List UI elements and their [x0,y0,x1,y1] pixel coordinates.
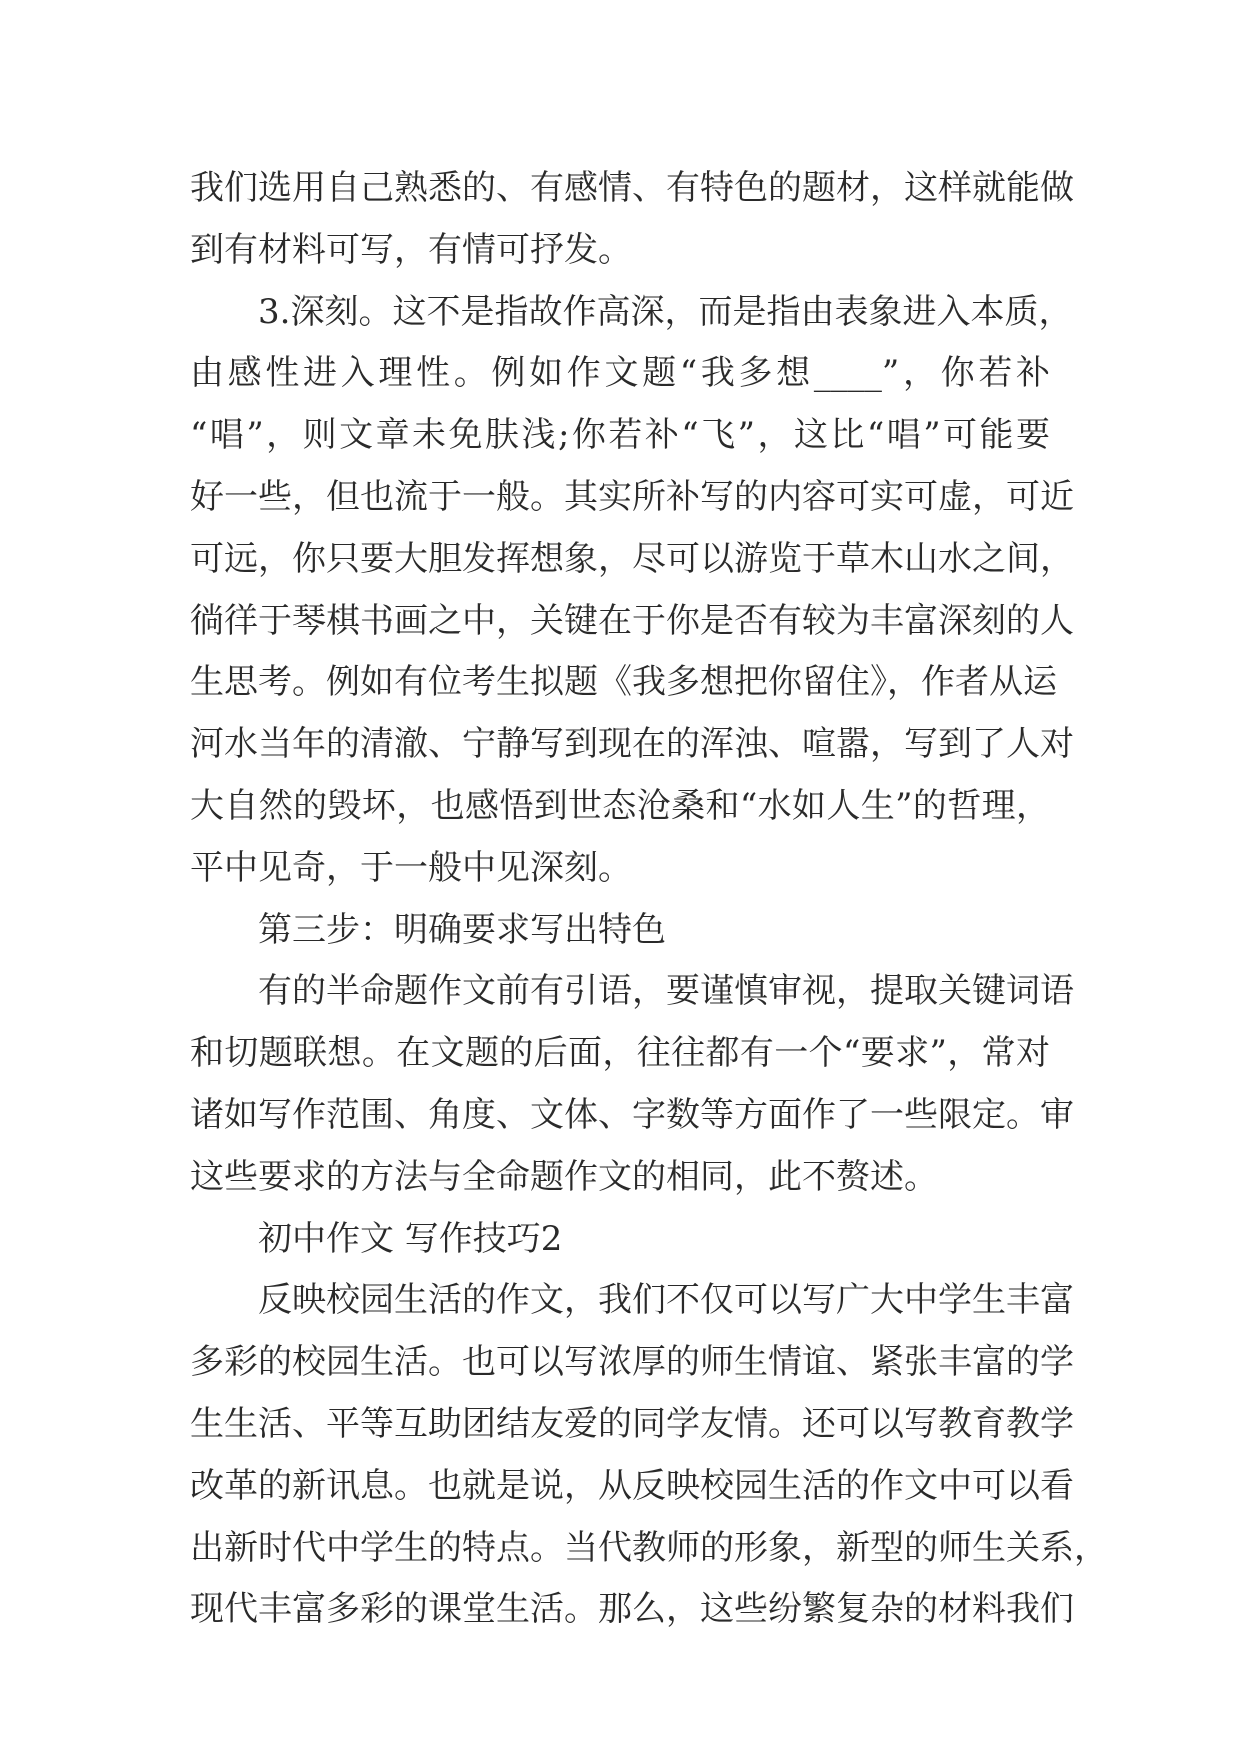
text-line: 出新时代中学生的特点。当代教师的形象，新型的师生关系， [190,1527,1108,1568]
text-line: 可远，你只要大胆发挥想象，尽可以游览于草木山水之间， [190,538,1074,579]
text-line: 我们选用自己熟悉的、有感情、有特色的题材，这样就能做 [190,168,1074,208]
text-line: 好一些，但也流于一般。其实所补写的内容可实可虚，可近 [190,476,1074,517]
body-text [190,158,1108,1641]
text-line: 到有材料可写，有情可抒发。 [190,229,632,270]
text-line: 3.深刻。这不是指故作高深，而是指由表象进入本质， [258,291,1073,332]
section-heading: 第三步：明确要求写出特色 [258,909,666,950]
text-line: 平中见奇，于一般中见深刻。 [190,847,632,888]
section-heading: 初中作文 写作技巧2 [258,1218,563,1259]
text-line: 由感性进入理性。例如作文题“我多想____”，你若补 [190,353,1050,394]
text-line: 和切题联想。在文题的后面，往往都有一个“要求”，常对 [190,1033,1050,1074]
text-line: 多彩的校园生活。也可以写浓厚的师生情谊、紧张丰富的学 [190,1342,1074,1383]
text-line: “唱”，则文章未免肤浅;你若补“飞”，这比“唱”可能要 [190,415,1050,456]
text-line: 改革的新讯息。也就是说，从反映校园生活的作文中可以看 [190,1465,1074,1506]
text-line: 生思考。例如有位考生拟题《我多想把你留住》，作者从运 [190,662,1057,703]
text-line: 生生活、平等互助团结友爱的同学友情。还可以写教育教学 [190,1403,1074,1444]
text-line: 有的半命题作文前有引语，要谨慎审视，提取关键词语 [258,971,1074,1012]
text-line: 河水当年的清澈、宁静写到现在的浑浊、喧嚣，写到了人对 [190,724,1074,765]
text-line: 这些要求的方法与全命题作文的相同，此不赘述。 [190,1156,938,1197]
text-line: 徜徉于琴棋书画之中，关键在于你是否有较为丰富深刻的人 [190,600,1074,641]
text-line: 大自然的毁坏，也感悟到世态沧桑和“水如人生”的哲理， [190,785,1050,826]
text-line: 现代丰富多彩的课堂生活。那么，这些纷繁复杂的材料我们 [190,1589,1074,1630]
text-line: 反映校园生活的作文，我们不仅可以写广大中学生丰富 [258,1280,1074,1321]
text-line: 诸如写作范围、角度、文体、字数等方面作了一些限定。审 [190,1094,1074,1135]
